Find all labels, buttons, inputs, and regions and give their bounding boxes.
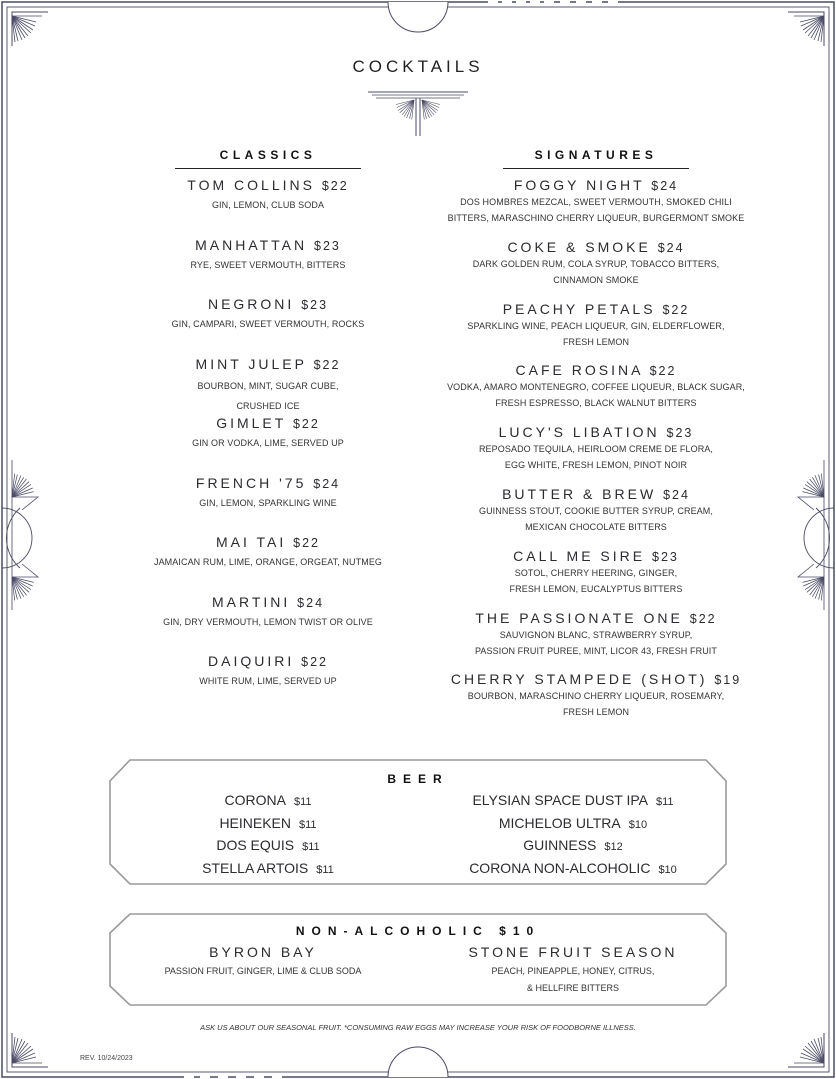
beer-name: CORONA (224, 792, 286, 808)
beer-price: $11 (302, 841, 320, 853)
item-name (436, 301, 756, 317)
item-title: MINT JULEP (195, 355, 307, 372)
item-description: DARK GOLDEN RUM, COLA SYRUP, TOBACCO BITTERS, (472, 258, 720, 269)
menu-item (436, 671, 756, 733)
item-description: MEXICAN CHOCOLATE BITTERS (525, 521, 667, 532)
non-alcoholic-item (108, 944, 418, 997)
item-price: $22 (293, 536, 321, 550)
beer-name: HEINEKEN (219, 814, 292, 831)
item-price: $23 (666, 426, 694, 441)
beer-section (108, 759, 728, 886)
item-name (436, 239, 756, 255)
item-description: GIN OR VODKA, LIME, SERVED UP (192, 438, 344, 448)
beer-price: $11 (316, 863, 334, 876)
item-description: JAMAICAN RUM, LIME, ORANGE, ORGEAT, NUTMEG (153, 557, 383, 567)
menu-item (436, 301, 756, 363)
beer-item (418, 835, 728, 858)
beer-item (418, 858, 728, 881)
menu-item (436, 239, 756, 301)
item-title: CHERRY STAMPEDE (SHOT) (450, 671, 708, 688)
item-description: BOURBON, MARASCHINO CHERRY LIQUEUR, ROSEMARY, (467, 691, 725, 702)
item-title: STONE FRUIT SEASON (468, 944, 678, 960)
non-alcoholic-list (108, 944, 728, 997)
item-title: MAI TAI (215, 534, 287, 550)
item-description: FRESH LEMON, EUCALYPTUS BITTERS (509, 583, 683, 594)
item-name (436, 486, 756, 502)
menu-item (436, 177, 756, 239)
item-price: $24 (663, 487, 690, 502)
beer-price: $10 (628, 818, 648, 831)
signatures-list (436, 177, 756, 733)
item-name (436, 177, 756, 193)
signatures-heading: SIGNATURES (534, 148, 658, 162)
menu-item (436, 548, 756, 610)
beer-price: $11 (656, 796, 674, 808)
item-price: $22 (662, 302, 690, 317)
item-name (118, 356, 418, 372)
beer-item (118, 813, 418, 836)
non-alcoholic-section (108, 913, 728, 1007)
beer-item (118, 835, 418, 858)
item-description: GIN, LEMON, CLUB SODA (211, 200, 325, 210)
item-name (118, 415, 418, 431)
menu-item (118, 356, 418, 416)
footer-note: ASK US ABOUT OUR SEASONAL FRUIT. *CONSUMING RAW EGGS MAY INCREASE YOUR RISK OF FOODBORNE ILLNESS. (200, 1023, 636, 1032)
page-title: COCKTAILS (352, 57, 484, 76)
beer-price: $10 (658, 863, 677, 876)
item-price: $23 (314, 238, 341, 253)
item-title: CALL ME SIRE (513, 547, 646, 564)
item-price: $23 (301, 298, 329, 312)
beer-list-left (108, 790, 418, 880)
beer-price: $11 (299, 818, 317, 831)
menu-item (118, 534, 418, 594)
classics-list (118, 177, 418, 713)
item-price: $22 (321, 179, 349, 193)
beer-item (118, 858, 418, 881)
item-description: VODKA, AMARO MONTENEGRO, COFFEE LIQUEUR, BLACK SUGAR, (447, 382, 745, 393)
item-description: FRESH ESPRESSO, BLACK WALNUT BITTERS (495, 398, 697, 409)
item-title: GIMLET (216, 415, 287, 431)
beer-list-right (418, 790, 728, 880)
item-title: COKE & SMOKE (507, 238, 651, 255)
item-description: CINNAMON SMOKE (553, 274, 639, 285)
item-description: PASSION FRUIT, GINGER, LIME & CLUB SODA (164, 966, 362, 976)
item-name (436, 671, 756, 687)
item-description: BITTERS, MARASCHINO CHERRY LIQUEUR, BURGERMONT SMOKE (447, 213, 745, 223)
item-title: DAIQUIRI (208, 653, 295, 669)
menu-item (118, 594, 418, 654)
item-title: FOGGY NIGHT (513, 177, 645, 193)
revision-date: REV. 10/24/2023 (80, 1055, 133, 1062)
beer-name: CORONA NON-ALCOHOLIC (469, 859, 651, 876)
menu-item (436, 362, 756, 424)
classics-heading: CLASSICS (219, 148, 317, 162)
item-name (118, 534, 418, 550)
menu-item (436, 610, 756, 672)
item-price: $24 (657, 240, 685, 255)
classics-divider (175, 168, 361, 169)
item-name (118, 237, 418, 253)
item-description: DOS HOMBRES MEZCAL, SWEET VERMOUTH, SMOKED CHILI (460, 197, 732, 207)
item-title: MARTINI (211, 593, 291, 610)
item-description: SPARKLING WINE, PEACH LIQUEUR, GIN, ELDERFLOWER, (467, 320, 725, 331)
beer-name: GUINNESS (523, 837, 597, 853)
item-description: BOURBON, MINT, SUGAR CUBE, (197, 380, 339, 391)
item-description: PEACH, PINEAPPLE, HONEY, CITRUS, (491, 966, 655, 976)
item-description: CRUSHED ICE (236, 400, 300, 411)
item-title: BYRON BAY (209, 944, 317, 960)
item-name (118, 296, 418, 312)
beer-item (418, 790, 728, 813)
item-title: MANHATTAN (195, 236, 308, 253)
item-description: GIN, DRY VERMOUTH, LEMON TWIST OR OLIVE (163, 616, 373, 627)
item-description: GIN, CAMPARI, SWEET VERMOUTH, ROCKS (171, 319, 365, 329)
item-name (118, 177, 418, 193)
menu-item (118, 415, 418, 475)
item-description: PASSION FRUIT PUREE, MINT, LICOR 43, FRESH FRUIT (475, 645, 717, 656)
item-name (118, 475, 418, 491)
item-description: REPOSADO TEQUILA, HEIRLOOM CREME DE FLORA, (478, 444, 714, 455)
item-description: WHITE RUM, LIME, SERVED UP (199, 676, 337, 686)
beer-name: DOS EQUIS (216, 837, 295, 853)
item-price: $22 (689, 611, 717, 626)
item-price: $22 (292, 417, 320, 431)
beer-item (118, 790, 418, 813)
item-name (436, 610, 756, 626)
beer-name: MICHELOB ULTRA (498, 814, 621, 831)
item-description: EGG WHITE, FRESH LEMON, PINOT NOIR (504, 460, 688, 471)
item-price: $22 (301, 655, 328, 669)
item-price: $24 (651, 179, 679, 193)
beer-name: ELYSIAN SPACE DUST IPA (472, 792, 649, 808)
item-title: PEACHY PETALS (502, 300, 656, 317)
item-price: $24 (313, 476, 341, 491)
item-title: LUCY'S LIBATION (498, 424, 660, 441)
menu-item (436, 424, 756, 486)
classics-section (118, 148, 418, 713)
menu-item (118, 296, 418, 356)
item-name (118, 653, 418, 669)
beer-heading: BEER (387, 772, 449, 786)
non-alcoholic-item (418, 944, 728, 997)
beer-item (418, 813, 728, 836)
item-price: $22 (649, 364, 677, 379)
beer-name: STELLA ARTOIS (202, 859, 309, 876)
item-name (118, 594, 418, 610)
item-price: $22 (313, 357, 341, 372)
menu-item (118, 653, 418, 713)
item-name (436, 548, 756, 564)
item-description: SOTOL, CHERRY HEERING, GINGER, (514, 567, 678, 578)
signatures-section (436, 148, 756, 733)
item-description: FRESH LEMON (562, 707, 630, 718)
item-title: TOM COLLINS (187, 177, 315, 193)
item-title: NEGRONI (207, 296, 295, 312)
item-name (436, 424, 756, 440)
menu-item (118, 177, 418, 237)
item-description: GIN, LEMON, SPARKLING WINE (199, 497, 337, 508)
non-alcoholic-heading: NON-ALCOHOLIC $10 (295, 924, 541, 938)
item-description: SAUVIGNON BLANC, STRAWBERRY SYRUP, (499, 629, 693, 640)
signatures-divider (503, 168, 689, 169)
item-price: $23 (652, 549, 679, 564)
item-description: GUINNESS STOUT, COOKIE BUTTER SYRUP, CREAM, (478, 505, 713, 516)
item-title: BUTTER & BREW (502, 485, 657, 502)
item-description: RYE, SWEET VERMOUTH, BITTERS (190, 259, 346, 270)
item-name (436, 362, 756, 378)
menu-item (436, 486, 756, 548)
item-description: & HELLFIRE BITTERS (526, 983, 620, 993)
item-price: $19 (714, 673, 742, 688)
beer-price: $12 (604, 841, 623, 853)
item-title: THE PASSIONATE ONE (475, 609, 683, 626)
beer-price: $11 (293, 796, 312, 808)
item-price: $24 (297, 595, 325, 610)
item-description: FRESH LEMON (562, 336, 630, 347)
item-title: FRENCH '75 (195, 474, 307, 491)
menu-item (118, 475, 418, 535)
menu-item (118, 237, 418, 297)
item-title: CAFE ROSINA (515, 362, 643, 379)
